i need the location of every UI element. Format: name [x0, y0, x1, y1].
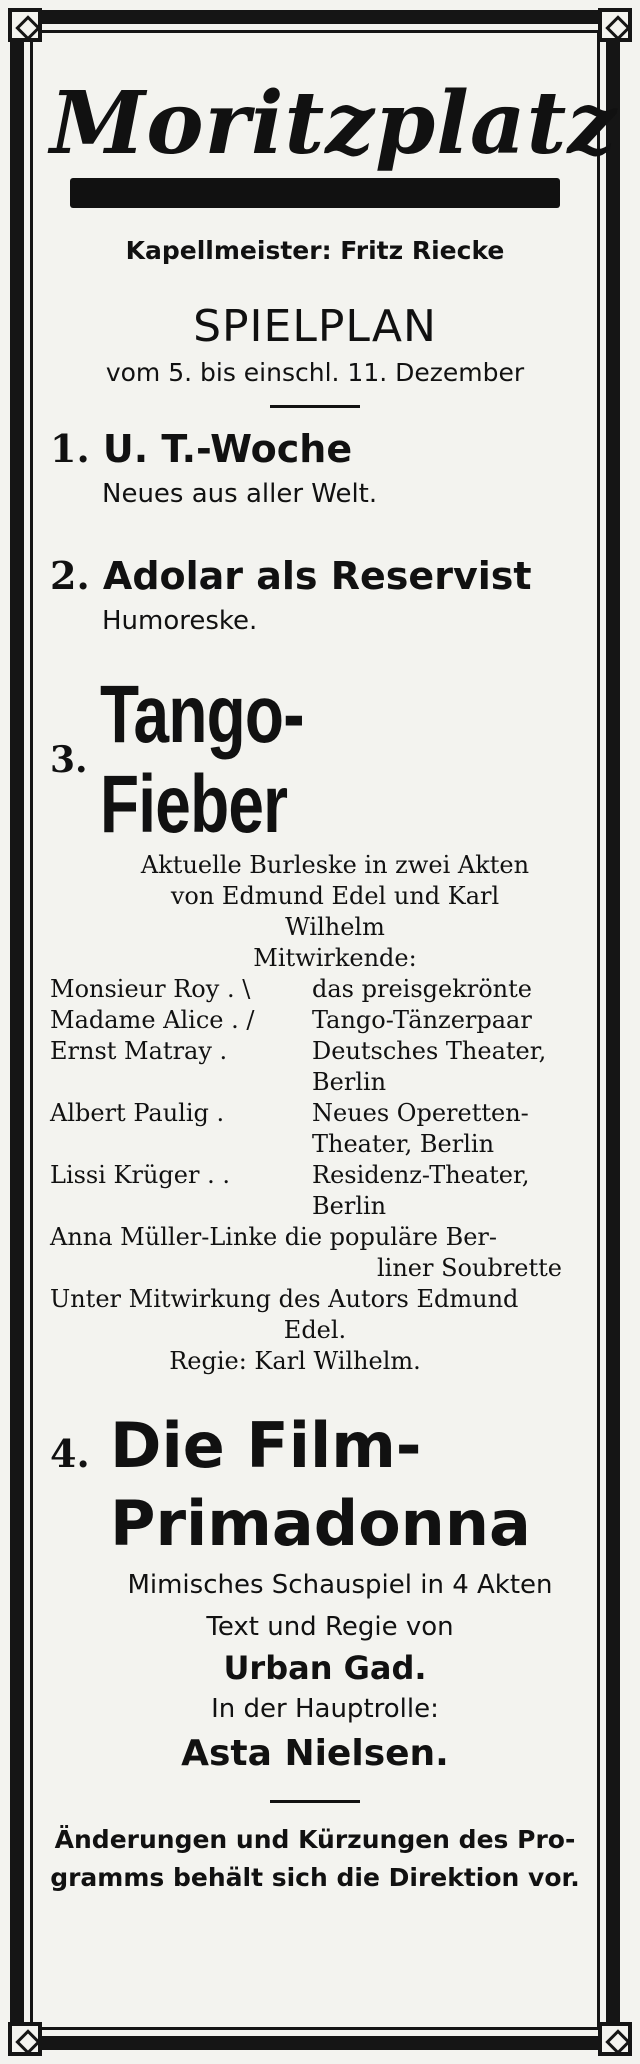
- date-range: vom 5. bis einschl. 11. Dezember: [105, 358, 525, 387]
- cast-line: Anna Müller-Linke die populäre Ber-: [50, 1223, 498, 1251]
- cast-list: [50, 974, 580, 1377]
- masthead-underline: [70, 178, 560, 208]
- cast-row: Theater, Berlin: [312, 1130, 495, 1158]
- description-line: von Edmund Edel und Karl: [170, 882, 500, 910]
- item-title: Adolar als Reservist: [102, 554, 532, 598]
- cast-row: Berlin: [312, 1068, 387, 1096]
- cast-heading: Mitwirkende:: [253, 944, 417, 972]
- cast-line: liner Soubrette: [377, 1254, 562, 1282]
- item-title: Tango-Fieber: [99, 669, 304, 850]
- item-subtitle: Neues aus aller Welt.: [102, 479, 378, 509]
- cast-row: Lissi Krüger . . Residenz-Theater,: [50, 1161, 530, 1189]
- program-heading: SPIELPLAN: [193, 301, 437, 352]
- item-title-line: Die Film-: [110, 1409, 422, 1482]
- cast-row: Madame Alice . / Tango-Tänzerpaar: [50, 1006, 532, 1034]
- cast-row: Monsieur Roy . \ das preisgekrönte: [50, 975, 532, 1003]
- text-by-line: Text und Regie von: [206, 1612, 454, 1642]
- item-number: 1.: [50, 426, 90, 471]
- item-number: 4.: [50, 1431, 90, 1476]
- lead-role-label: In der Hauptrolle:: [211, 1694, 439, 1724]
- item-title-line: Primadonna: [110, 1487, 531, 1560]
- item-number: 2.: [50, 553, 90, 598]
- program-item-4: [50, 1411, 580, 1559]
- program-item-3: [50, 670, 580, 850]
- program-item-2: [50, 553, 580, 598]
- corner-ornament-icon: [598, 8, 632, 42]
- cast-line: Edel.: [283, 1316, 347, 1344]
- corner-ornament-icon: [598, 2022, 632, 2056]
- program-item-1: [50, 426, 580, 471]
- corner-ornament-icon: [8, 2022, 42, 2056]
- corner-ornament-icon: [8, 8, 42, 42]
- footer-line: gramms behält sich die Direktion vor.: [50, 1863, 580, 1892]
- poster-content: [50, 50, 618, 1897]
- item-title: U. T.-Woche: [102, 427, 353, 471]
- cast-line: Unter Mitwirkung des Autors Edmund: [50, 1285, 519, 1313]
- cast-row: Albert Paulig . Neues Operetten-: [50, 1099, 529, 1127]
- masthead: Moritzplatz: [50, 73, 618, 174]
- cast-row: Berlin: [312, 1192, 387, 1220]
- divider: [270, 1800, 360, 1803]
- footer-note: [50, 1821, 580, 1897]
- description-line: Wilhelm: [285, 913, 385, 941]
- lead-actress: Asta Nielsen.: [181, 1733, 449, 1774]
- footer-line: Änderungen und Kürzungen des Pro-: [54, 1825, 576, 1854]
- director-line: Regie: Karl Wilhelm.: [169, 1347, 421, 1375]
- item-number: 3.: [50, 739, 88, 781]
- item-description: Mimisches Schauspiel in 4 Akten: [127, 1570, 553, 1600]
- conductor-line: Kapellmeister: Fritz Riecke: [125, 236, 505, 265]
- author-name: Urban Gad.: [223, 1649, 427, 1687]
- cast-row: Ernst Matray . Deutsches Theater,: [50, 1037, 547, 1065]
- item-subtitle: Humoreske.: [102, 606, 258, 636]
- description-line: Aktuelle Burleske in zwei Akten: [140, 851, 530, 879]
- divider: [270, 405, 360, 408]
- item-description: [90, 850, 580, 974]
